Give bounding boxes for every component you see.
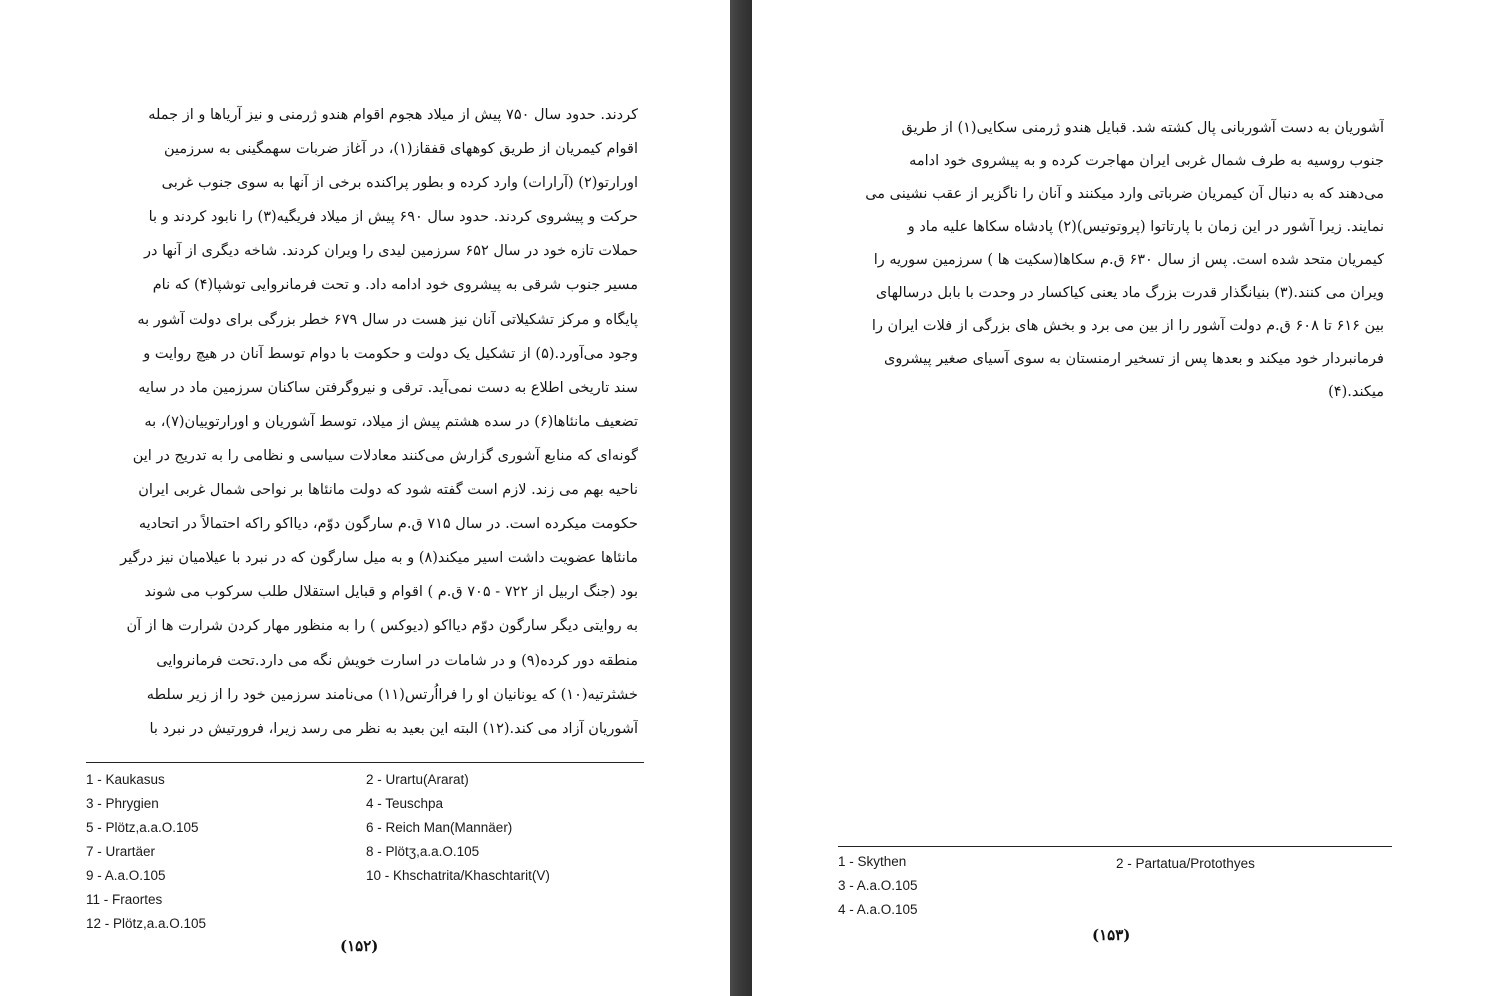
footnote-6: 6 - Reich Man(Mannäer) — [366, 820, 513, 835]
footnote-8: 8 - Plötʒ,a.a.O.105 — [366, 844, 480, 859]
page-number: (۱۵۳) — [1092, 926, 1131, 944]
page-number: (۱۵۲) — [340, 937, 379, 955]
text-line: میکند.(۴) — [1328, 384, 1384, 400]
text-line: می‌دهند که به دنبال آن کیمریان ضرباتی وارد میکنند و آنان را ناگزیر از عقب نشینی می — [865, 186, 1384, 202]
text-line: خشثرتیه(۱۰) که یونانیان او را فرااُرتس(۱۱) می‌نامند سرزمین خود را از زیر سلطه — [146, 686, 638, 703]
text-line: تضعیف مانئاها(۶) در سده هشتم پیش از میلاد، توسط آشوریان و اورارتوییان(۷)، به — [144, 413, 638, 430]
text-line: بین ۶۱۶ تا ۶۰۸ ق.م دولت آشور را از بین می برد و بخش های بزرگی از فلات ایران را — [871, 318, 1384, 334]
footnote-9: 9 - A.a.O.105 — [86, 868, 166, 883]
text-line: به روایتی دیگر سارگون دوّم دیااکو (دیوکس ) را به منظور مهار کردن شرارت ها از آن — [126, 618, 638, 635]
right-page-body-text — [838, 112, 1384, 409]
text-line: جنوب روسیه به طرف شمال غربی ایران مهاجرت کرده و به پیشروی خود ادامه — [909, 153, 1384, 169]
right-page — [752, 0, 1485, 996]
text-line: بود (جنگ اربیل از ۷۲۲ - ۷۰۵ ق.م ) اقوام و قبایل استقلال طلب سرکوب می شوند — [144, 584, 638, 601]
footnote-1: 1 - Skythen — [838, 854, 907, 869]
text-line: ویران می کنند.(۳) بنیانگذار قدرت بزرگ ماد یعنی کیاکسار در وحدت با بابل درسالهای — [875, 285, 1384, 301]
footnote-2: 2 - Urartu(Ararat) — [366, 772, 469, 787]
footnote-divider — [838, 846, 1392, 847]
text-line: ناحیه بهم می زند. لازم است گفته شود که دولت مانئاها بر نواحی شمال غربی ایران — [138, 482, 638, 499]
text-line: حرکت و پیشروی کردند. حدود سال ۶۹۰ پیش از میلاد فریگیه(۳) را نابود کردند و با — [148, 209, 638, 226]
footnote-4: 4 - A.a.O.105 — [838, 902, 918, 917]
left-page — [0, 0, 730, 996]
text-line: آشوریان به دست آشوربانی پال کشته شد. قبایل هندو ژرمنی سکایی(۱) از طریق — [901, 120, 1384, 136]
footnote-1: 1 - Kaukasus — [86, 772, 165, 787]
footnote-5: 5 - Plötz,a.a.O.105 — [86, 820, 199, 835]
text-line: مسیر جنوب شرقی به پیشروی خود ادامه داد. و تحت فرمانروایی توشپا(۴) که نام — [152, 277, 638, 294]
text-line: گونه‌ای که منابع آشوری گزارش می‌کنند معادلات سیاسی و نظامی را به تدریج در این — [132, 447, 638, 464]
text-line: وجود می‌آورد.(۵) از تشکیل یک دولت و حکومت با دوام توسط آنان در هیچ روایت و — [143, 345, 638, 362]
footnote-2: 2 - Partatua/Protothyes — [1116, 856, 1255, 871]
text-line: فرمانبردار خود میکند و بعدها پس از تسخیر ارمنستان به سوی آسیای صغیر پیشروی — [883, 351, 1384, 367]
text-line: کردند. حدود سال ۷۵۰ پیش از میلاد هجوم اقوام هندو ژرمنی و نیز آریاها و از جمله — [148, 107, 638, 123]
footnote-12: 12 - Plötz,a.a.O.105 — [86, 916, 207, 931]
text-line: کیمریان متحد شده است. پس از سال ۶۳۰ ق.م سکاها(سکیت ها ) سرزمین سوریه را — [873, 252, 1384, 268]
footnote-7: 7 - Urartäer — [86, 844, 156, 859]
text-line: اقوام کیمریان از طریق کوههای قفقاز(۱)، در آغاز ضربات سهمگینی به سرزمین — [163, 141, 638, 158]
text-line: مانئاها عضویت داشت اسیر میکند(۸) و به میل سارگون که در نبرد با عیلامیان نیز درگیر — [120, 550, 638, 567]
footnote-10: 10 - Khschatrita/Khaschtarit(V) — [366, 868, 550, 883]
text-line: منطقه دور کرده(۹) و در شامات در اسارت خویش نگه می دارد.تحت فرمانروایی — [156, 652, 638, 669]
footnote-11: 11 - Fraortes — [86, 892, 163, 907]
text-line: سند تاریخی اطلاع به دست نمی‌آید. ترقی و نیروگرفتن ساکنان سرزمین ماد در سایه — [138, 379, 638, 396]
text-line: حملات تازه خود در سال ۶۵۲ سرزمین لیدی را ویران کردند. شاخه دیگری از آنها در — [144, 243, 638, 260]
footnote-4: 4 - Teuschpa — [366, 796, 444, 811]
text-line: حکومت میکرده است. در سال ۷۱۵ ق.م سارگون دوّم، دیااکو راکه احتمالاً در اتحادیه — [138, 516, 638, 533]
text-line: اورارتو(۲) (آرارات) وارد کرده و بطور پراکنده برخی از آنها به سوی جنوب غربی — [161, 175, 638, 192]
text-line: نمایند. زیرا آشور در این زمان با پارتاتوا (پروتوتیس)(۲) پادشاه سکاها علیه ماد و — [907, 219, 1384, 235]
book-gutter — [730, 0, 752, 996]
text-line: پایگاه و مرکز تشکیلاتی آنان نیز هست در سال ۶۷۹ خطر بزرگی برای دولت آشور به — [137, 311, 638, 328]
footnote-3: 3 - Phrygien — [86, 796, 159, 811]
footnote-3: 3 - A.a.O.105 — [838, 878, 918, 893]
text-line: آشوریان آزاد می کند.(۱۲) البته این بعید به نظر می رسد زیرا، فرورتیش در نبرد با — [149, 720, 638, 737]
left-page-body-text — [90, 98, 638, 746]
footnote-divider — [86, 762, 644, 763]
